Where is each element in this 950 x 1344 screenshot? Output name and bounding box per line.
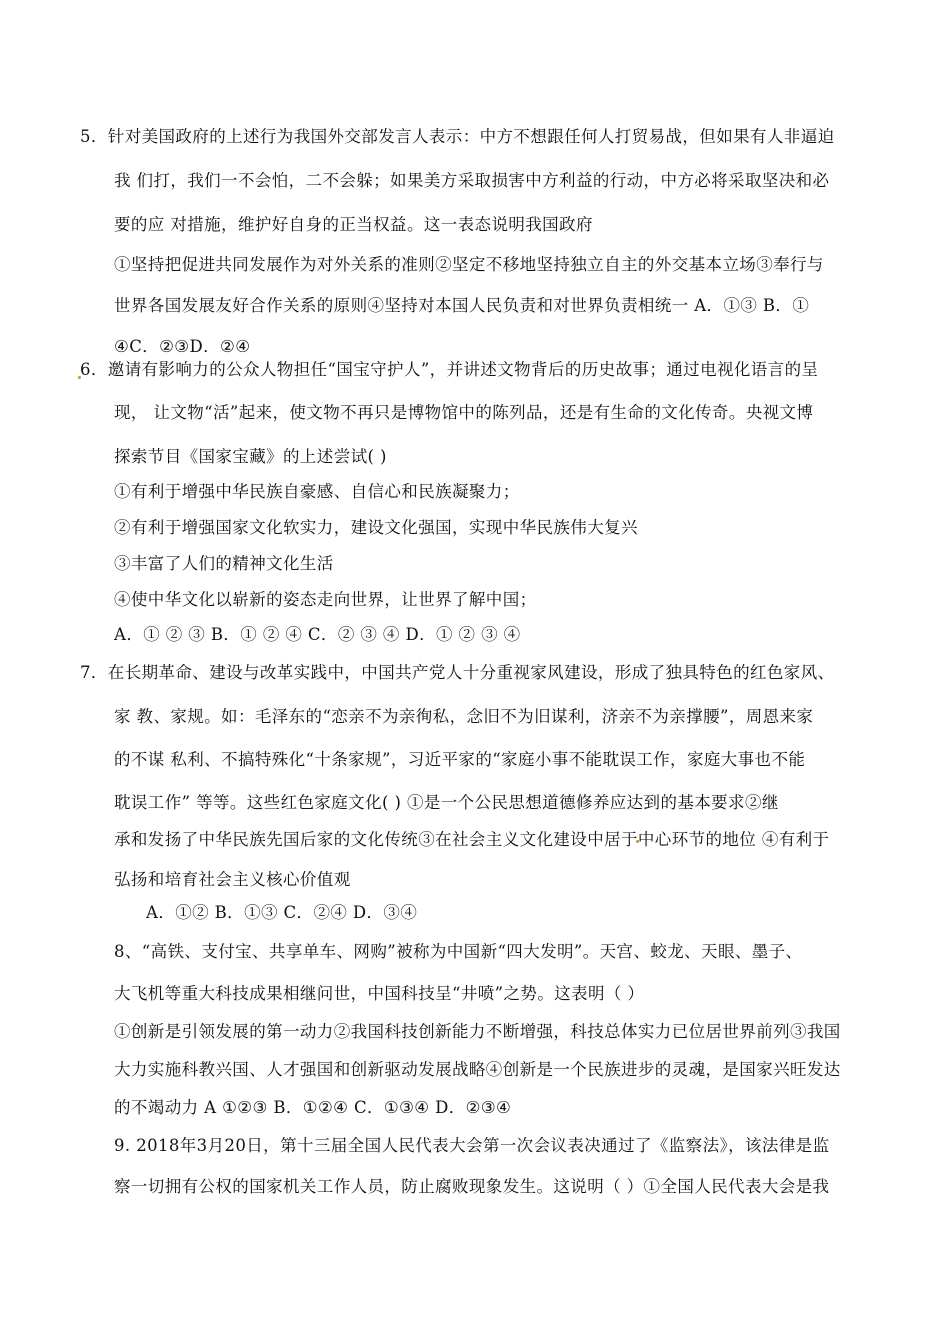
question-5-line-6: ④C．②③D．②④ [114, 337, 251, 356]
question-7-line-7: A．①② B．①③ C．②④ D．③④ [146, 903, 418, 922]
question-8-line-2: 大飞机等重大科技成果相继问世，中国科技呈“井喷”之势。这表明（ ） [114, 984, 645, 1003]
question-7-line-6: 弘扬和培育社会主义核心价值观 [114, 870, 351, 889]
question-7-line-5: 承和发扬了中华民族先国后家的文化传统③在社会主义文化建设中居于中心环节的地位 ④有利于 [114, 830, 830, 849]
question-6-line-5: ②有利于增强国家文化软实力，建设文化强国，实现中华民族伟大复兴 [114, 518, 638, 537]
question-5-line-3: 要的应 对措施，维护好自身的正当权益。这一表态说明我国政府 [114, 215, 593, 234]
question-9-line-2: 察一切拥有公权的国家机关工作人员，防止腐败现象发生。这说明（ ）①全国人民代表大会是我 [114, 1177, 830, 1196]
question-8-line-1: 8、“高铁、支付宝、共享单车、网购”被称为中国新“四大发明”。天宫、蛟龙、天眼、墨子、 [114, 942, 803, 961]
question-5-line-5: 世界各国发展友好合作关系的原则④坚持对本国人民负责和对世界负责相统一 A．①③ B．① [114, 296, 810, 315]
question-6-line-7: ④使中华文化以崭新的姿态走向世界，让世界了解中国； [114, 590, 537, 609]
question-5-line-2: 我 们打，我们一不会怕，二不会躲；如果美方采取损害中方利益的行动，中方必将采取坚决和必 [114, 171, 830, 190]
question-7-line-4: 耽误工作” 等等。这些红色家庭文化( ) ①是一个公民思想道德修养应达到的基本要求②继 [114, 793, 779, 812]
question-8-line-5: 的不竭动力 A ①②③ B．①②④ C．①③④ D．②③④ [114, 1098, 512, 1117]
question-7-line-1: 7．在长期革命、建设与改革实践中，中国共产党人十分重视家风建设，形成了独具特色的红色家风、 [80, 663, 835, 682]
question-7-line-2: 家 教、家规。如：毛泽东的“恋亲不为亲徇私，念旧不为旧谋利，济亲不为亲撑腰”，周恩来家 [114, 707, 814, 726]
question-6-line-4: ①有利于增强中华民族自豪感、自信心和民族凝聚力； [114, 482, 520, 501]
question-8-line-4: 大力实施科教兴国、人才强国和创新驱动发展战略④创新是一个民族进步的灵魂，是国家兴旺发达 [114, 1060, 841, 1079]
question-7-line-3: 的不谋 私利、不搞特殊化“十条家规”，习近平家的“家庭小事不能耽误工作，家庭大事也不能 [114, 750, 806, 769]
question-9-line-1: 9. 2018年3月20日，第十三届全国人民代表大会第一次会议表决通过了《监察法》，该法律是监 [114, 1136, 830, 1155]
question-6-line-6: ③丰富了人们的精神文化生活 [114, 554, 334, 573]
question-6-line-3: 探索节目《国家宝藏》的上述尝试( ) [114, 447, 387, 466]
question-8-line-3: ①创新是引领发展的第一动力②我国科技创新能力不断增强，科技总体实力已位居世界前列③我国 [114, 1022, 841, 1041]
question-6-line-1: 6．邀请有影响力的公众人物担任“国宝守护人”，并讲述文物背后的历史故事；通过电视化语言的呈 [80, 360, 819, 379]
question-5-line-4: ①坚持把促进共同发展作为对外关系的准则②坚定不移地坚持独立自主的外交基本立场③奉行与 [114, 255, 824, 274]
question-5-line-1: 5．针对美国政府的上述行为我国外交部发言人表示：中方不想跟任何人打贸易战，但如果有人非逼迫 [80, 127, 835, 146]
question-6-line-8: A．① ② ③ B．① ② ④ C．② ③ ④ D．① ② ③ ④ [114, 625, 521, 644]
question-6-line-2: 现， 让文物“活”起来，使文物不再只是博物馆中的陈列品，还是有生命的文化传奇。央视文博 [114, 403, 814, 422]
